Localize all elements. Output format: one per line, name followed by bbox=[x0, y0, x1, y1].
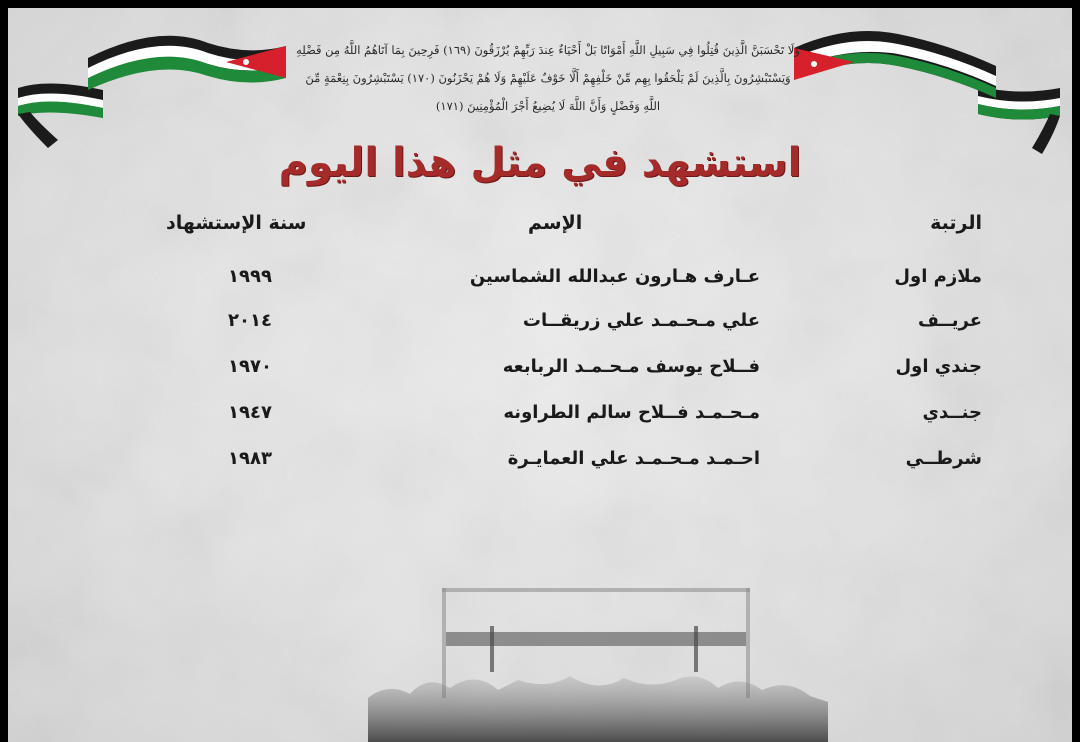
memorial-gate-icon bbox=[358, 578, 838, 742]
header-name: الإسم bbox=[528, 212, 583, 234]
row-4-rank: جنــدي bbox=[922, 402, 982, 423]
row-1-year: ١٩٩٩ bbox=[228, 266, 272, 287]
row-3-year: ١٩٧٠ bbox=[228, 356, 272, 377]
verse-line-1: وَلَا تَحْسَبَنَّ الَّذِينَ قُتِلُوا فِي سَبِيلِ اللَّهِ أَمْوَاتًا بَلْ أَحْيَاءٌ عِندَ رَبِّهِمْ يُرْزَقُونَ (١٦٩) فَرِحِينَ بِمَا آتَاهُمُ اللَّهُ مِن فَضْلِهِ bbox=[296, 43, 800, 57]
row-3-name: فــلاح يوسف مـحـمـد الربابعه bbox=[502, 356, 760, 377]
row-2-name: علي مـحـمـد علي زريقــات bbox=[522, 310, 760, 331]
header-year: سنة الإستشهاد bbox=[166, 212, 307, 234]
verse-line-2: وَيَسْتَبْشِرُونَ بِالَّذِينَ لَمْ يَلْحَقُوا بِهِم مِّنْ خَلْفِهِمْ أَلَّا خَوْفٌ عَلَيْهِمْ وَلَا هُمْ يَحْزَنُونَ (١٧٠) يَسْتَبْشِرُونَ بِنِعْمَةٍ مِّنَ bbox=[305, 71, 791, 85]
row-4-year: ١٩٤٧ bbox=[228, 402, 272, 423]
row-3-rank: جندي اول bbox=[895, 356, 982, 377]
row-5-name: احـمـد مـحـمـد علي العمايـرة bbox=[507, 448, 760, 469]
row-4-name: مـحـمـد فــلاح سالم الطراونه bbox=[503, 402, 760, 423]
jordan-flag-left-icon bbox=[8, 18, 298, 158]
row-5-year: ١٩٨٣ bbox=[228, 448, 272, 469]
row-2-year: ٢٠١٤ bbox=[228, 310, 272, 331]
row-1-rank: ملازم اول bbox=[894, 266, 982, 287]
row-5-rank: شرطــي bbox=[905, 448, 982, 469]
row-2-rank: عريــف bbox=[918, 310, 982, 331]
jordan-flag-right-icon bbox=[788, 18, 1072, 158]
verse-line-3: اللَّهِ وَفَضْلٍ وَأَنَّ اللَّهَ لَا يُضِيعُ أَجْرَ الْمُؤْمِنِينَ (١٧١) bbox=[435, 99, 661, 113]
quran-verse bbox=[278, 36, 818, 120]
row-1-name: عـارف هـارون عبدالله الشماسين bbox=[469, 266, 760, 287]
header-rank: الرتبة bbox=[930, 212, 982, 234]
page-title: استشهد في مثل هذا اليوم bbox=[278, 140, 802, 186]
memorial-poster bbox=[8, 8, 1072, 742]
